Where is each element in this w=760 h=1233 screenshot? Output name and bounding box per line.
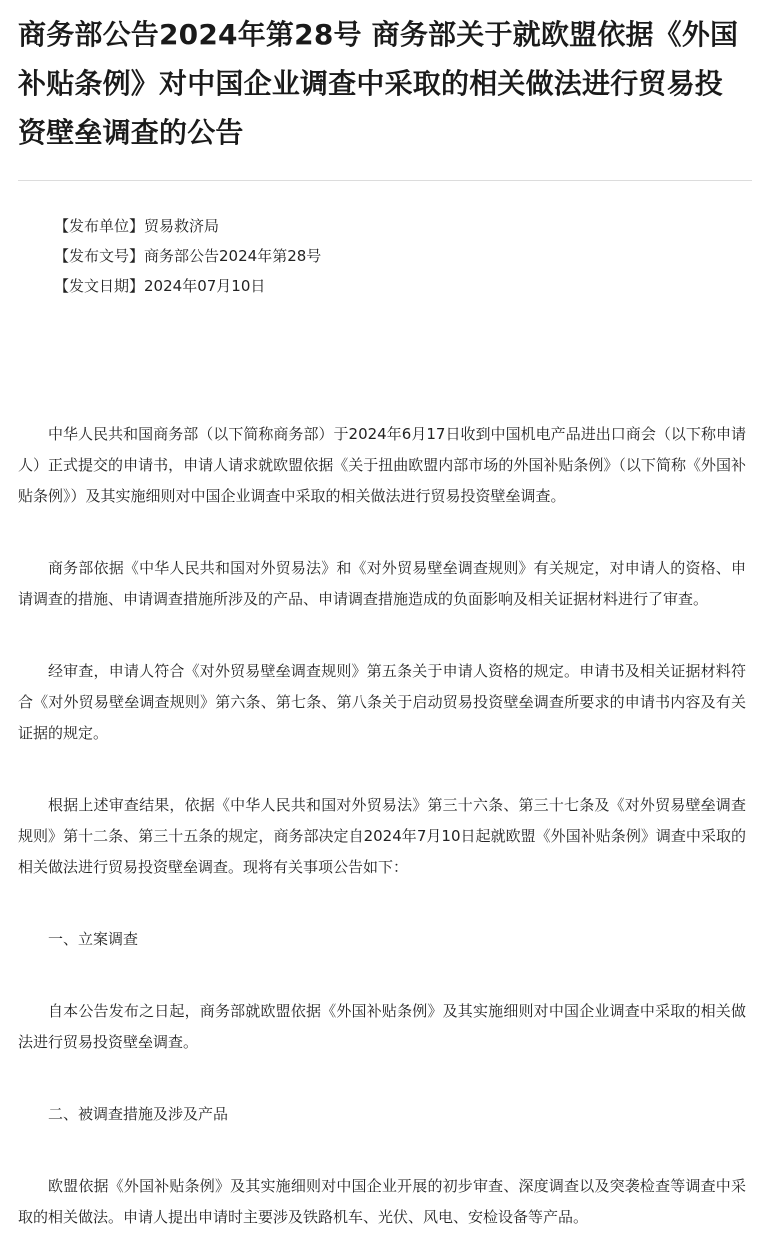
- body-paragraph: 中华人民共和国商务部（以下简称商务部）于2024年6月17日收到中国机电产品进出口商会（以下称申请人）正式提交的申请书，申请人请求就欧盟依据《关于扭曲欧盟内部市场的外国补贴条例》（以下简称《外国补贴条例》）及其实施细则对中国企业调查中采取的相关做法进行贸易投资壁垒调查。: [18, 425, 746, 505]
- meta-label: 【发布文号】: [54, 247, 145, 265]
- meta-document-number: [54, 241, 714, 271]
- meta-issuing-unit: [54, 211, 714, 241]
- page-title: 商务部公告2024年第28号 商务部关于就欧盟依据《外国补贴条例》对中国企业调查中采取的相关做法进行贸易投资壁垒调查的公告: [18, 18, 739, 149]
- body-paragraph: 自本公告发布之日起，商务部就欧盟依据《外国补贴条例》及其实施细则对中国企业调查中采取的相关做法进行贸易投资壁垒调查。: [18, 1002, 746, 1051]
- body-paragraph: 根据上述审查结果，依据《中华人民共和国对外贸易法》第三十六条、第三十七条及《对外贸易壁垒调查规则》第十二条、第三十五条的规定，商务部决定自2024年7月10日起就欧盟《外国补贴条例》调查中采取的相关做法进行贸易投资壁垒调查。现将有关事项公告如下：: [18, 796, 746, 876]
- meta-value: 商务部公告2024年第28号: [144, 247, 322, 265]
- document-meta: [54, 211, 714, 301]
- section-heading: 二、被调查措施及涉及产品: [48, 1105, 229, 1123]
- meta-value: 贸易救济局: [144, 217, 220, 235]
- title-divider: [18, 180, 752, 181]
- body-paragraph: 欧盟依据《外国补贴条例》及其实施细则对中国企业开展的初步审查、深度调查以及突袭检查等调查中采取的相关做法。申请人提出申请时主要涉及铁路机车、光伏、风电、安检设备等产品。: [18, 1177, 746, 1226]
- announcement-body: [18, 419, 746, 1233]
- section-heading: 一、立案调查: [48, 930, 139, 948]
- meta-label: 【发布单位】: [54, 217, 145, 235]
- meta-value: 2024年07月10日: [144, 277, 266, 295]
- meta-issue-date: [54, 271, 714, 301]
- meta-label: 【发文日期】: [54, 277, 145, 295]
- body-paragraph: 经审查，申请人符合《对外贸易壁垒调查规则》第五条关于申请人资格的规定。申请书及相关证据材料符合《对外贸易壁垒调查规则》第六条、第七条、第八条关于启动贸易投资壁垒调查所要求的申请书内容及有关证据的规定。: [18, 662, 746, 742]
- body-paragraph: 商务部依据《中华人民共和国对外贸易法》和《对外贸易壁垒调查规则》有关规定，对申请人的资格、申请调查的措施、申请调查措施所涉及的产品、申请调查措施造成的负面影响及相关证据材料进行了审查。: [18, 559, 746, 608]
